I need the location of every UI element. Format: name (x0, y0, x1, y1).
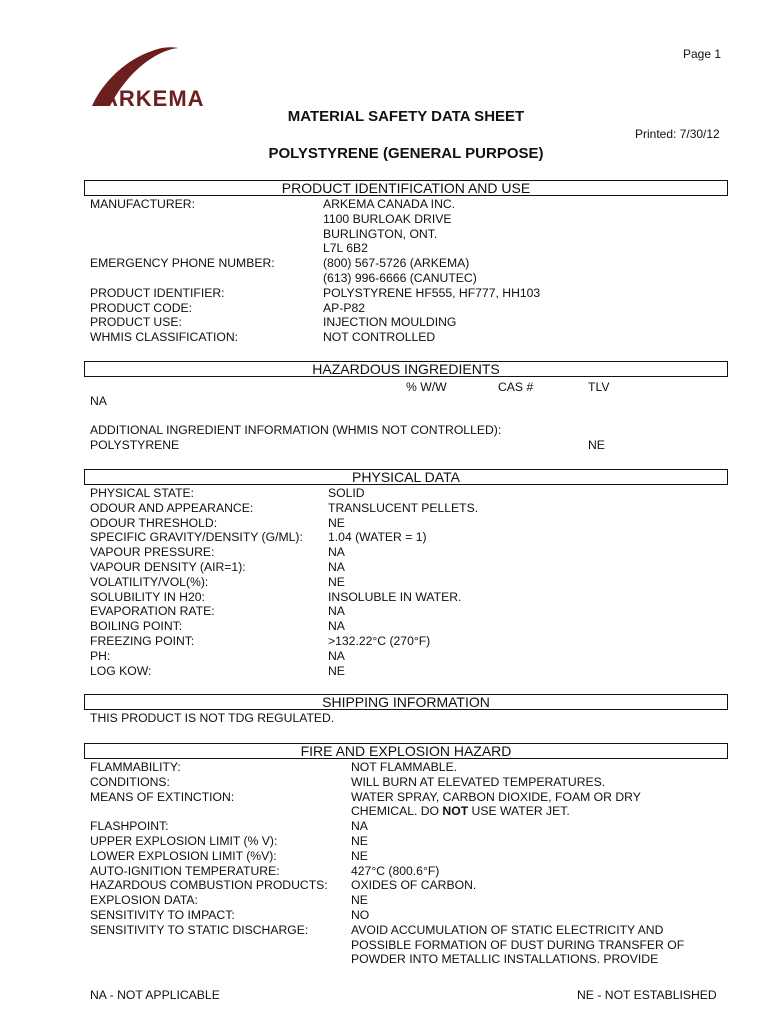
row-value: NOT FLAMMABLE. (351, 760, 458, 774)
additional-info: ADDITIONAL INGREDIENT INFORMATION (WHMIS NOT CONTROLLED): (90, 423, 502, 437)
data-row (90, 590, 730, 605)
page-number: Page 1 (683, 47, 722, 61)
row-value: NA (328, 604, 345, 619)
row-value: NE (328, 663, 345, 678)
row-label: AUTO-IGNITION TEMPERATURE: (90, 863, 280, 878)
row-value: NE (328, 515, 345, 530)
data-row (90, 664, 730, 679)
data-row (90, 516, 730, 531)
section-physical-data: PHYSICAL DATA (84, 469, 728, 485)
row-label: CONDITIONS: (90, 774, 170, 789)
row-value: INJECTION MOULDING (323, 315, 457, 330)
data-row (90, 952, 730, 967)
data-row (90, 315, 730, 330)
row-label: WHMIS CLASSIFICATION: (90, 330, 239, 345)
data-row (90, 834, 730, 849)
section-hazardous-ingredients: HAZARDOUS INGREDIENTS (84, 361, 728, 377)
row-label: UPPER EXPLOSION LIMIT (% V): (90, 834, 278, 848)
row-label: FREEZING POINT: (90, 634, 195, 648)
data-row (90, 804, 730, 819)
data-row (90, 923, 730, 938)
row-value: NA (328, 545, 345, 560)
data-row (90, 938, 730, 953)
data-row (90, 634, 730, 649)
row-label: EMERGENCY PHONE NUMBER: (90, 256, 275, 271)
section-shipping-information: SHIPPING INFORMATION (84, 694, 728, 710)
row-value: NE (351, 834, 368, 848)
row-value: SOLID (328, 486, 365, 500)
row-label: ODOUR THRESHOLD: (90, 515, 218, 530)
data-row (90, 575, 730, 590)
row-label: MANUFACTURER: (90, 197, 195, 211)
data-row (90, 212, 730, 227)
row-value: NE (351, 848, 368, 863)
row-label: SENSITIVITY TO IMPACT: (90, 908, 235, 922)
row-label: EXPLOSION DATA: (90, 893, 198, 908)
row-value: 1.04 (WATER = 1) (328, 530, 427, 545)
row-value: NA (351, 819, 368, 834)
row-label: SENSITIVITY TO STATIC DISCHARGE: (90, 922, 309, 937)
data-row (90, 604, 730, 619)
row-label: PRODUCT IDENTIFIER: (90, 285, 225, 300)
row-value: L7L 6B2 (323, 241, 368, 256)
row-label: SOLUBILITY IN H20: (90, 589, 205, 604)
row-value: WILL BURN AT ELEVATED TEMPERATURES. (351, 774, 606, 789)
footer-ne-note: NE - NOT ESTABLISHED (577, 988, 717, 1002)
data-row (90, 790, 730, 805)
row-value: AP-P82 (323, 300, 366, 315)
data-row (90, 649, 730, 664)
data-row (90, 619, 730, 634)
data-row (90, 301, 730, 316)
row-value: WATER SPRAY, CARBON DIOXIDE, FOAM OR DRY (351, 789, 641, 804)
row-value: POLYSTYRENE HF555, HF777, HH103 (323, 285, 541, 300)
row-label: PRODUCT USE: (90, 315, 182, 330)
row-value: >132.22°C (270°F) (328, 634, 431, 648)
arkema-logo (88, 40, 238, 112)
data-row (90, 908, 730, 923)
hazardous-na: NA (90, 394, 107, 408)
row-label: PH: (90, 648, 111, 663)
row-value: NOT CONTROLLED (323, 330, 436, 345)
row-value: NO (351, 908, 370, 922)
data-row (90, 271, 730, 286)
data-row (90, 775, 730, 790)
row-value: POWDER INTO METALLIC INSTALLATIONS. PROVIDE (351, 952, 659, 967)
shipping-text: THIS PRODUCT IS NOT TDG REGULATED. (90, 711, 335, 725)
row-label: VOLATILITY/VOL(%): (90, 574, 209, 589)
row-value: NA (328, 619, 345, 634)
row-value: ARKEMA CANADA INC. (323, 197, 456, 211)
row-value: TRANSLUCENT PELLETS. (328, 500, 479, 515)
data-row (90, 486, 730, 501)
row-value: CHEMICAL. DO NOT USE WATER JET. (351, 804, 570, 819)
footer-na-note: NA - NOT APPLICABLE (90, 988, 220, 1002)
row-value: NE (328, 574, 345, 589)
row-value: (800) 567-5726 (ARKEMA) (323, 256, 470, 271)
emphasis-text: NOT (442, 804, 469, 819)
data-row (90, 530, 730, 545)
document-title: MATERIAL SAFETY DATA SHEET (287, 108, 525, 125)
row-label: LOWER EXPLOSION LIMIT (%V): (90, 848, 277, 863)
data-row (90, 819, 730, 834)
data-row (90, 864, 730, 879)
col-tlv: TLV (588, 380, 610, 394)
data-row (90, 197, 730, 212)
data-row (90, 849, 730, 864)
row-value: NE (351, 893, 368, 908)
logo-text: ARKEMA (102, 86, 205, 111)
row-label: ODOUR AND APPEARANCE: (90, 500, 254, 515)
row-value: NA (328, 648, 345, 663)
data-row (90, 560, 730, 575)
data-row (90, 286, 730, 301)
row-label: VAPOUR DENSITY (AIR=1): (90, 560, 246, 574)
data-row (90, 241, 730, 256)
section-product-identification: PRODUCT IDENTIFICATION AND USE (84, 180, 728, 196)
row-value: NA (328, 560, 345, 574)
row-value: 427°C (800.6°F) (351, 863, 440, 878)
row-label: PHYSICAL STATE: (90, 486, 195, 500)
data-row (90, 545, 730, 560)
data-row (90, 330, 730, 345)
ingredient-tlv: NE (588, 438, 605, 452)
data-row (90, 878, 730, 893)
col-cas: CAS # (498, 380, 534, 394)
row-value: (613) 996-6666 (CANUTEC) (323, 271, 477, 285)
row-label: LOG KOW: (90, 663, 152, 678)
row-label: BOILING POINT: (90, 619, 183, 634)
row-label: MEANS OF EXTINCTION: (90, 789, 235, 804)
product-title: POLYSTYRENE (GENERAL PURPOSE) (268, 145, 544, 162)
col-ww: % W/W (406, 380, 447, 394)
data-row (90, 893, 730, 908)
row-value: OXIDES OF CARBON. (351, 878, 477, 893)
row-value: 1100 BURLOAK DRIVE (323, 211, 452, 226)
printed-date: Printed: 7/30/12 (635, 127, 720, 141)
row-label: FLASHPOINT: (90, 819, 169, 834)
row-value: AVOID ACCUMULATION OF STATIC ELECTRICITY AND (351, 922, 664, 937)
row-label: SPECIFIC GRAVITY/DENSITY (G/ML): (90, 530, 303, 545)
data-row (90, 227, 730, 242)
row-label: HAZARDOUS COMBUSTION PRODUCTS: (90, 878, 328, 893)
row-value: INSOLUBLE IN WATER. (328, 589, 462, 604)
ingredient-name: POLYSTYRENE (90, 438, 180, 452)
row-label: EVAPORATION RATE: (90, 604, 215, 619)
row-value: BURLINGTON, ONT. (323, 226, 438, 241)
data-row (90, 760, 730, 775)
data-row (90, 501, 730, 516)
row-label: FLAMMABILITY: (90, 760, 181, 774)
data-row (90, 256, 730, 271)
row-value: POSSIBLE FORMATION OF DUST DURING TRANSFER OF (351, 937, 685, 952)
section-fire-explosion: FIRE AND EXPLOSION HAZARD (84, 743, 728, 759)
row-label: PRODUCT CODE: (90, 300, 193, 315)
row-label: VAPOUR PRESSURE: (90, 545, 215, 560)
